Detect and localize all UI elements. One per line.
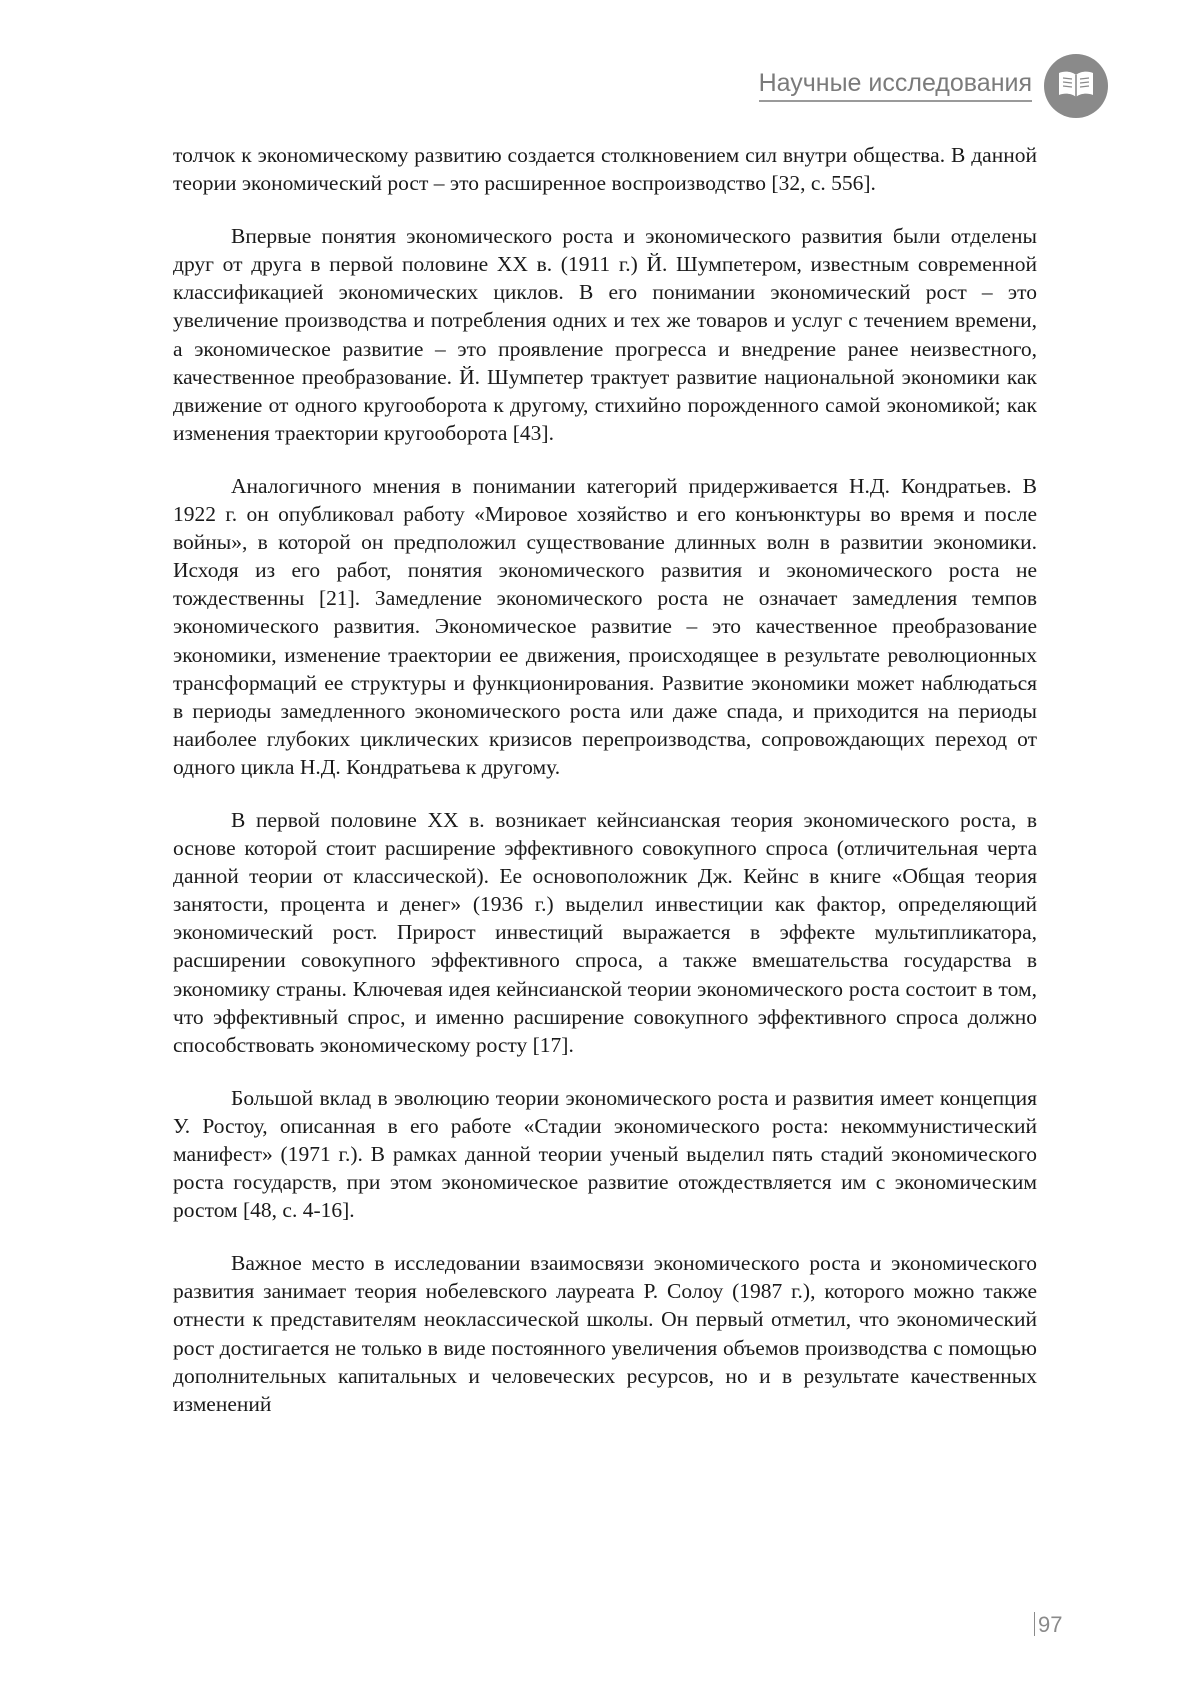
- body-text: [173, 141, 1037, 1418]
- paragraph: Большой вклад в эволюцию теории экономического роста и развития имеет концепция У. Ростоу, описанная в его работе «Стадии экономического роста: некоммунистический манифест» (1971 г.). В рамках данной теории ученый выделил пять стадий экономического роста государств, при этом экономическое развитие отождествляется им с экономическим ростом [48, с. 4-16].: [173, 1085, 1037, 1223]
- page-number: [1034, 1612, 1062, 1638]
- open-book-icon: [1056, 69, 1096, 104]
- paragraph: Впервые понятия экономического роста и экономического развития были отделены друг от друга в первой половине XX в. (1911 г.) Й. Шумпетером, известным современной классификацией экономических циклов. В его понимании экономический рост – это увеличение производства и потребления одних и тех же товаров и услуг с течением времени, а экономическое развитие – это проявление прогресса и внедрение ранее неизвестного, качественное преобразование. Й. Шумпетер трактует развитие национальной экономики как движение от одного кругооборота к другому, стихийно порожденного самой экономикой; как изменения траектории кругооборота [43].: [173, 224, 1037, 445]
- page-number-divider: [1034, 1612, 1035, 1636]
- section-title: Научные исследования: [759, 70, 1032, 103]
- page-number-value: 97: [1038, 1612, 1063, 1637]
- paragraph: Важное место в исследовании взаимосвязи экономического роста и экономического развития занимает теория нобелевского лауреата Р. Солоу (1987 г.), которого можно также отнести к представителям неоклассической школы. Он первый отметил, что экономический рост достигается не только в виде постоянного увеличения объемов производства с помощью дополнительных капитальных и человеческих ресурсов, но и в результате качественных изменений: [173, 1251, 1037, 1416]
- paragraph: Аналогичного мнения в понимании категорий придерживается Н.Д. Кондратьев. В 1922 г. он опубликовал работу «Мировое хозяйство и его конъюнктуры во время и после войны», в которой он предположил существование длинных волн в развитии экономики. Исходя из его работ, понятия экономического развития и экономического роста не тождественны [21]. Замедление экономического роста не означает замедления темпов экономического развития. Экономическое развитие – это качественное преобразование экономики, изменение траектории ее движения, происходящее в результате революционных трансформаций ее структуры и функционирования. Развитие экономики может наблюдаться в периоды замедленного экономического роста или даже спада, и приходится на периоды наиболее глубоких циклических кризисов перепроизводства, сопровождающих переход от одного цикла Н.Д. Кондратьева к другому.: [173, 473, 1037, 779]
- running-header: [759, 54, 1108, 118]
- paragraph: толчок к экономическому развитию создается столкновением сил внутри общества. В данной теории экономический рост – это расширенное воспроизводство [32, с. 556].: [173, 143, 1037, 196]
- paragraph: В первой половине XX в. возникает кейнсианская теория экономического роста, в основе которой стоит расширение эффективного совокупного спроса (отличительная черта данной теории от классической). Ее основоположник Дж. Кейнс в книге «Общая теория занятости, процента и денег» (1936 г.) выделил инвестиции как фактор, определяющий экономический рост. Прирост инвестиций выражается в эффекте мультипликатора, расширении совокупного эффективного спроса, а также вмешательства государства в экономику страны. Ключевая идея кейнсианской теории экономического роста состоит в том, что эффективный спрос, и именно расширение совокупного эффективного спроса должно способствовать экономическому росту [17].: [173, 807, 1037, 1057]
- section-badge: [1044, 54, 1108, 118]
